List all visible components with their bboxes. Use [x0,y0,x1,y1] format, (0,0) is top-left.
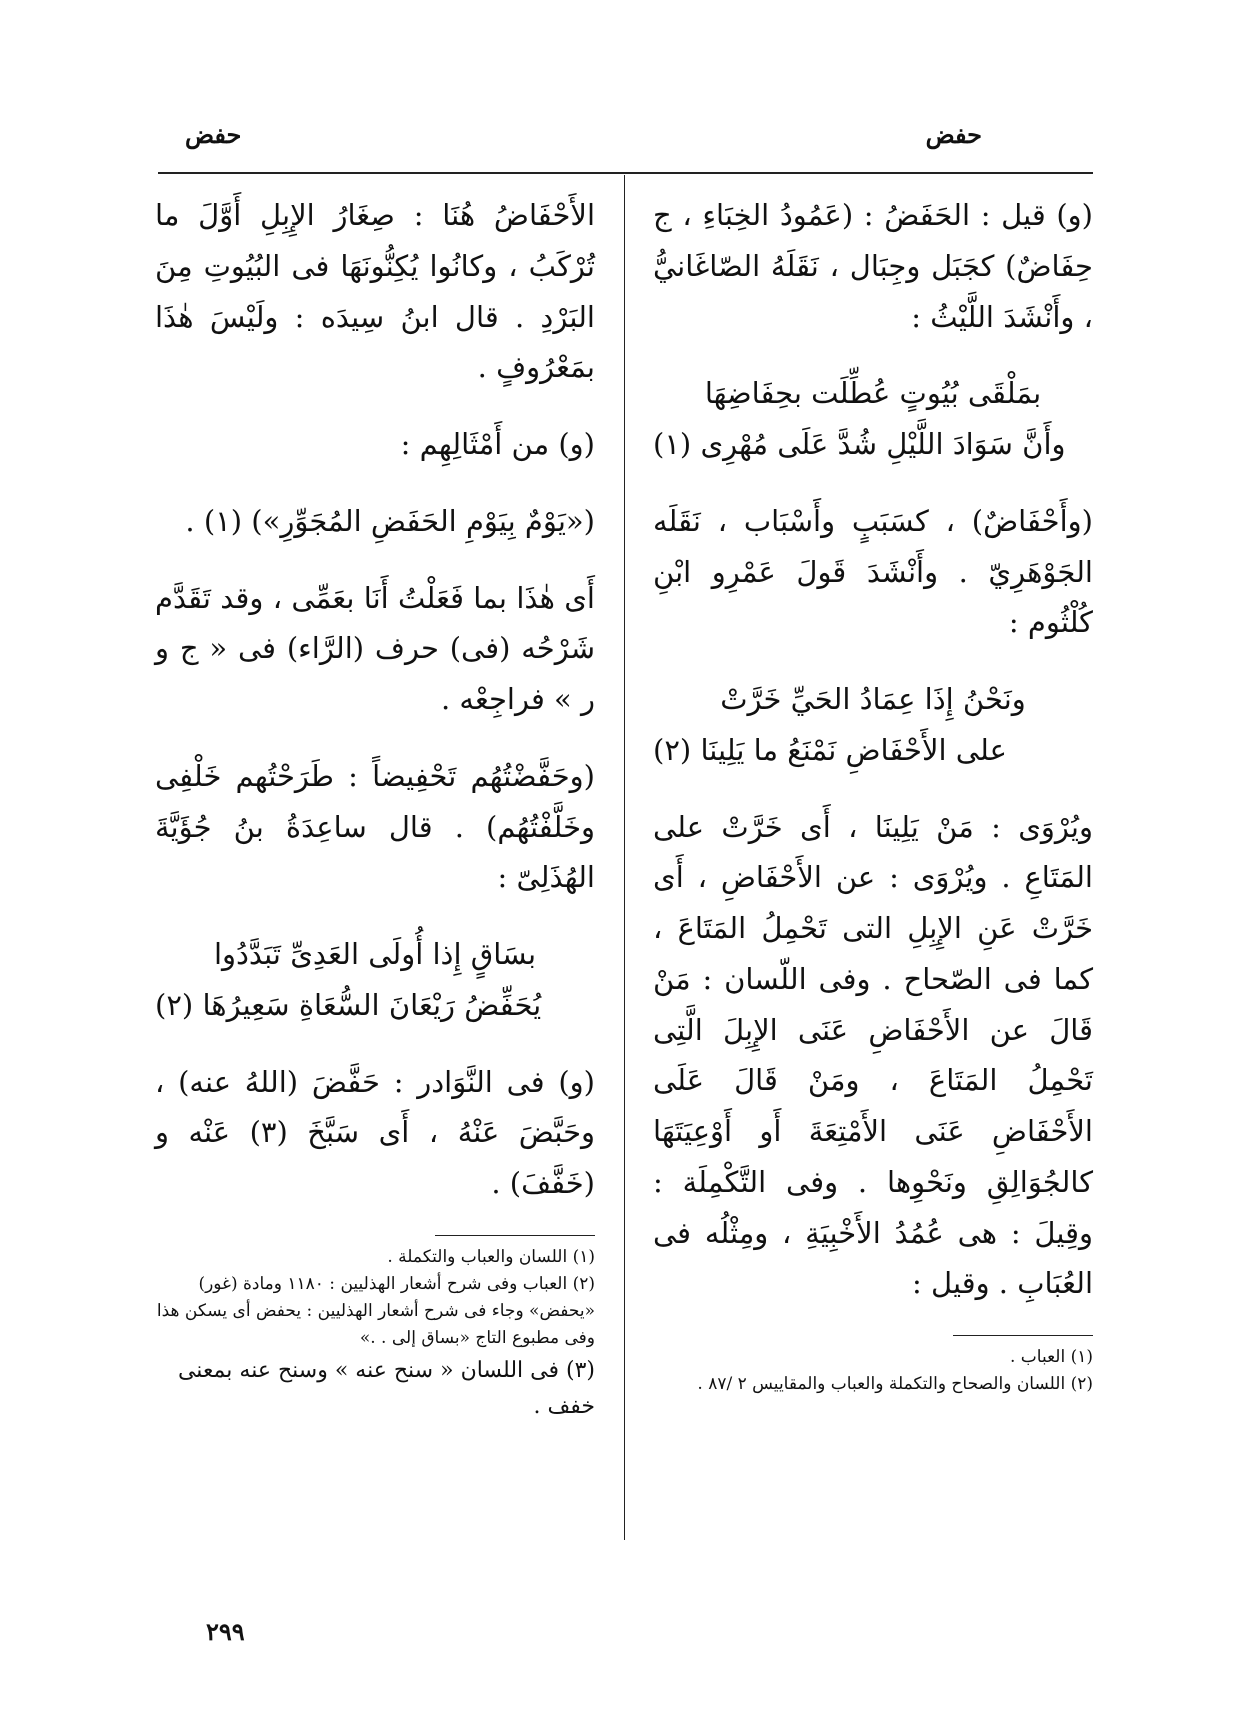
left-para-5: (وحَفَّضْتُهُم تَحْفِيضاً : طَرَحْتُهم خَلْفِى وخَلَّفْتُهُم) . قال ساعِدَةُ بنُ جُؤَيَّةَ الهُذَلِىّ : [155,758,595,895]
running-header-right: حفض [925,120,982,149]
left-para-4: أَى هٰذَا بما فَعَلْتُ أَنَا بعَمِّى ، وقد تَقَدَّم شَرْحُه (فى) حرف (الرَّاء) فى « ج و ر » فراجِعْه . [155,580,595,716]
left-verse [155,929,595,1031]
right-verse-1-line-2: وأَنَّ سَوَادَ اللَّيْلِ شُدَّ عَلَى مُهْرِى (١) [653,427,1066,461]
left-para-1: الأَحْفَاضُ هُنَا : صِغَارُ الإِبِلِ أَوَّلَ ما تُرْكَبُ ، وكانُوا يُكِنُّونَهَا فى البُيُوتِ مِنَ البَرْدِ . قال ابنُ سِيدَه : ولَيْسَ هٰذَا بمَعْرُوفٍ . [155,198,595,385]
header-rule [158,172,1093,174]
left-para-3: («يَوْمٌ بِيَوْمِ الحَفَضِ المُجَوِّرِ») (١) . [185,503,595,538]
page-number: ٢٩٩ [206,1617,245,1646]
right-footnote-2: (٢) اللسان والصحاح والتكملة والعباب والمقاييس ٢ /٨٧ . [697,1374,1093,1395]
right-verse-2-line-1: ونَحْنُ إِذَا عِمَادُ الحَيِّ خَرَّتْ [720,682,1026,716]
left-verse-line-1: بسَاقٍ إِذا أُولَى العَدِىِّ تَبَدَّدُوا [213,937,537,971]
column-divider [624,175,625,1540]
left-footnote-2: (٢) العباب وفى شرح أشعار الهذليين : ١١٨٠ ومادة (غور) «يحفض» وجاء فى شرح أشعار الهذليين : يحفض أى يسكن هذا وفى مطبوع التاج «بساق إلى . .» [156,1273,595,1349]
left-para-6: (و) فى النَّوَادر : حَفَّضَ (اللهُ عنه) ، وحَبَّضَ عَنْهُ ، أَى سَبَّخَ (٣) عَنْه و (خَفَّفَ) . [155,1064,595,1200]
right-footnote-1: (١) العباب . [1009,1347,1093,1367]
right-verse-1 [653,368,1093,470]
left-footnote-1: (١) اللسان والعباب والتكملة . [387,1246,595,1267]
right-verse-2 [653,674,1093,776]
right-para-2: (وأَحْفَاضٌ) ، كسَبَبٍ وأَسْبَاب ، نَقَلَه الجَوْهَرِيّ . وأَنْشَدَ قَولَ عَمْرِو ابْنِ كُلْثُوم : [653,503,1093,640]
right-para-3: ويُرْوَى : مَنْ يَلِينَا ، أَى خَرَّتْ على المَتَاعِ . ويُرْوَى : عن الأَحْفَاضِ ، أَى خَرَّتْ عَنِ الإِبِلِ التى تَحْمِلُ المَتَاعَ ، كما فى الصّحاح . وفى اللّسان : مَنْ قَالَ عن الأَحْفَاضِ عَنَى الإِبِلَ الَّتِى تَحْمِلُ المَتَاعَ ، ومَنْ قَالَ عَلَى الأَحْفَاضِ عَنَى الأَمْتِعَةَ أَو أَوْعِيَتَهَا كالجُوَالِقِ ونَحْوِها . وفى التَّكْمِلَة : وقِيلَ : هى عُمُدُ الأَخْبِيَةِ ، ومِثْلُه فى العُبَابِ . وقيل : [653,809,1093,1301]
left-verse-line-2: يُحَفِّضُ رَيْعَانَ السُّعَاةِ سَعِيرُهَا (٢) [155,987,542,1022]
left-para-2: (و) من أَمْثَالِهِم : [400,427,595,461]
right-para-1: (و) قيل : الحَفَضُ : (عَمُودُ الخِبَاءِ ، ج حِفَاضٌ) كجَبَل وجِبَال ، نَقَلَهُ الصّاغَانيُّ ، وأَنْشَدَ اللَّيْثُ : [653,198,1093,334]
left-footnote-3: (٣) فى اللسان « سنح عنه » وسنح عنه بمعنى خفف . [177,1357,595,1419]
right-verse-2-line-2: على الأَحْفَاضِ نَمْنَعُ ما يَلِينَا (٢) [653,732,1007,767]
running-header-left: حفض [185,120,242,149]
right-footnote-rule [953,1335,1093,1336]
right-verse-1-line-1: بمَلْقَى بُيُوتٍ عُطِّلَت بحِفَاضِهَا [704,376,1042,411]
right-column [653,190,1093,1398]
left-footnote-rule [435,1235,595,1236]
left-column [155,190,595,1425]
